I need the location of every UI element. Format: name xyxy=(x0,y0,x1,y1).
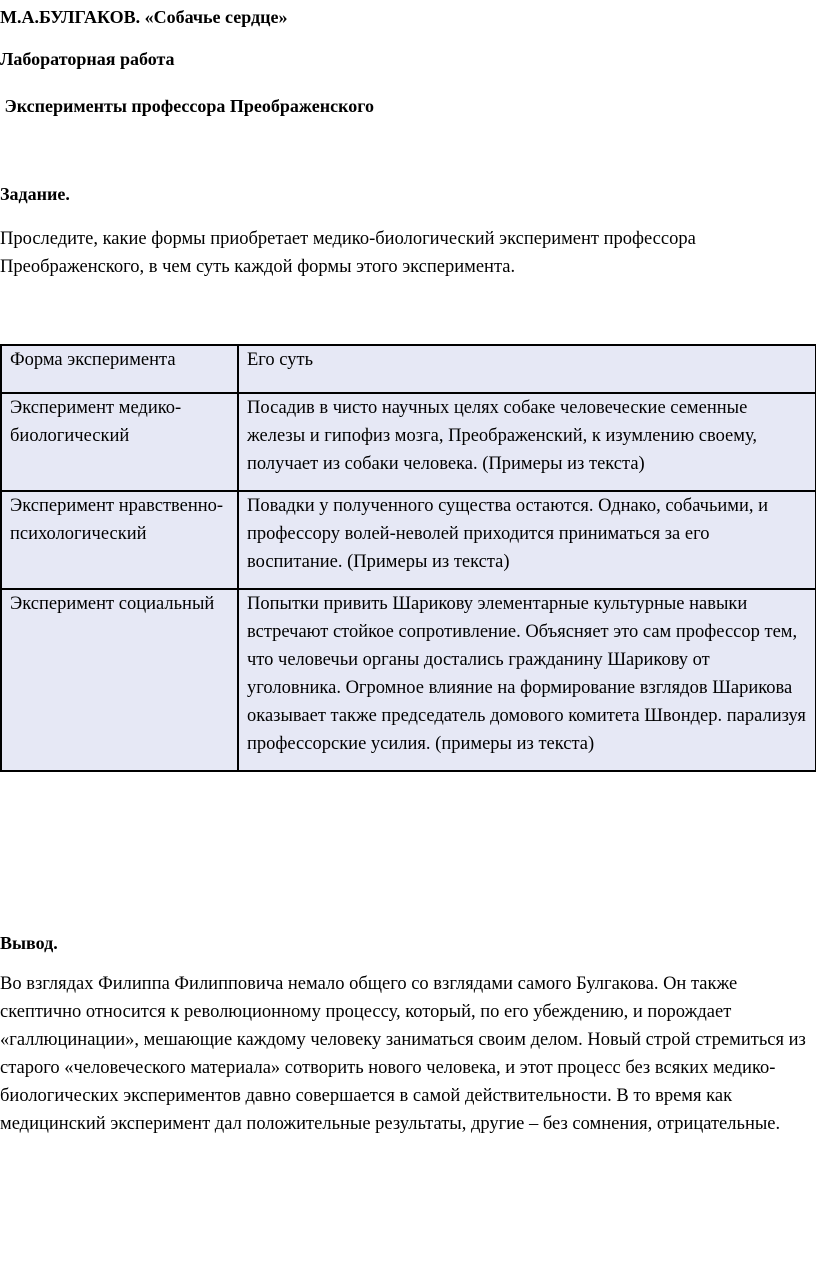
experiment-essence-cell: Посадив в чисто научных целях собаке человеческие семенные железы и гипофиз мозга, Преображенский, к изумлению своему, получает из собаки человека. (Примеры из текста) xyxy=(238,393,816,491)
conclusion-heading: Вывод. xyxy=(0,933,58,953)
column-header-form: Форма эксперимента xyxy=(1,345,238,393)
column-header-essence: Его суть xyxy=(238,345,816,393)
document-subtitle: Лабораторная работа xyxy=(0,49,175,69)
experiment-essence-cell: Попытки привить Шарикову элементарные культурные навыки встречают стойкое сопротивление. Объясняет это сам профессор тем, что человечьи органы достались гражданину Шарикову от уголовника. Огромное влияние на формирование взглядов Шарикова оказывает также председатель домового комитета Швондер. парализуя профессорские усилия. (примеры из текста) xyxy=(238,589,816,771)
table-row xyxy=(1,491,816,589)
table-row xyxy=(1,393,816,491)
experiment-form-cell: Эксперимент медико-биологический xyxy=(1,393,238,491)
document-title: М.А.БУЛГАКОВ. «Собачье сердце» xyxy=(0,7,288,27)
task-text: Проследите, какие формы приобретает медико-биологический эксперимент профессора Преображенского, в чем суть каждой формы этого эксперимента. xyxy=(0,229,696,277)
conclusion-text: Во взглядах Филиппа Филипповича немало общего со взглядами самого Булгакова. Он также скептично относится к революционному процессу, который, по его убеждению, и порождает «галлюцинации», мешающие каждому человеку заниматься своим делом. Новый строй стремиться из старого «человеческого материала» сотворить нового человека, и этот процесс без всяких медико-биологических экспериментов давно совершается в самой действительности. В то время как медицинский эксперимент дал положительные результаты, другие – без сомнения, отрицательные. xyxy=(0,974,806,1134)
document-topic: Эксперименты профессора Преображенского xyxy=(0,96,374,116)
experiment-form-cell: Эксперимент социальный xyxy=(1,589,238,771)
table-header-row xyxy=(1,345,816,393)
task-heading: Задание. xyxy=(0,184,70,204)
experiments-table xyxy=(0,344,816,772)
experiment-form-cell: Эксперимент нравственно-психологический xyxy=(1,491,238,589)
table-row xyxy=(1,589,816,771)
experiment-essence-cell: Повадки у полученного существа остаются. Однако, собачьими, и профессору волей-неволей приходится приниматься за его воспитание. (Примеры из текста) xyxy=(238,491,816,589)
